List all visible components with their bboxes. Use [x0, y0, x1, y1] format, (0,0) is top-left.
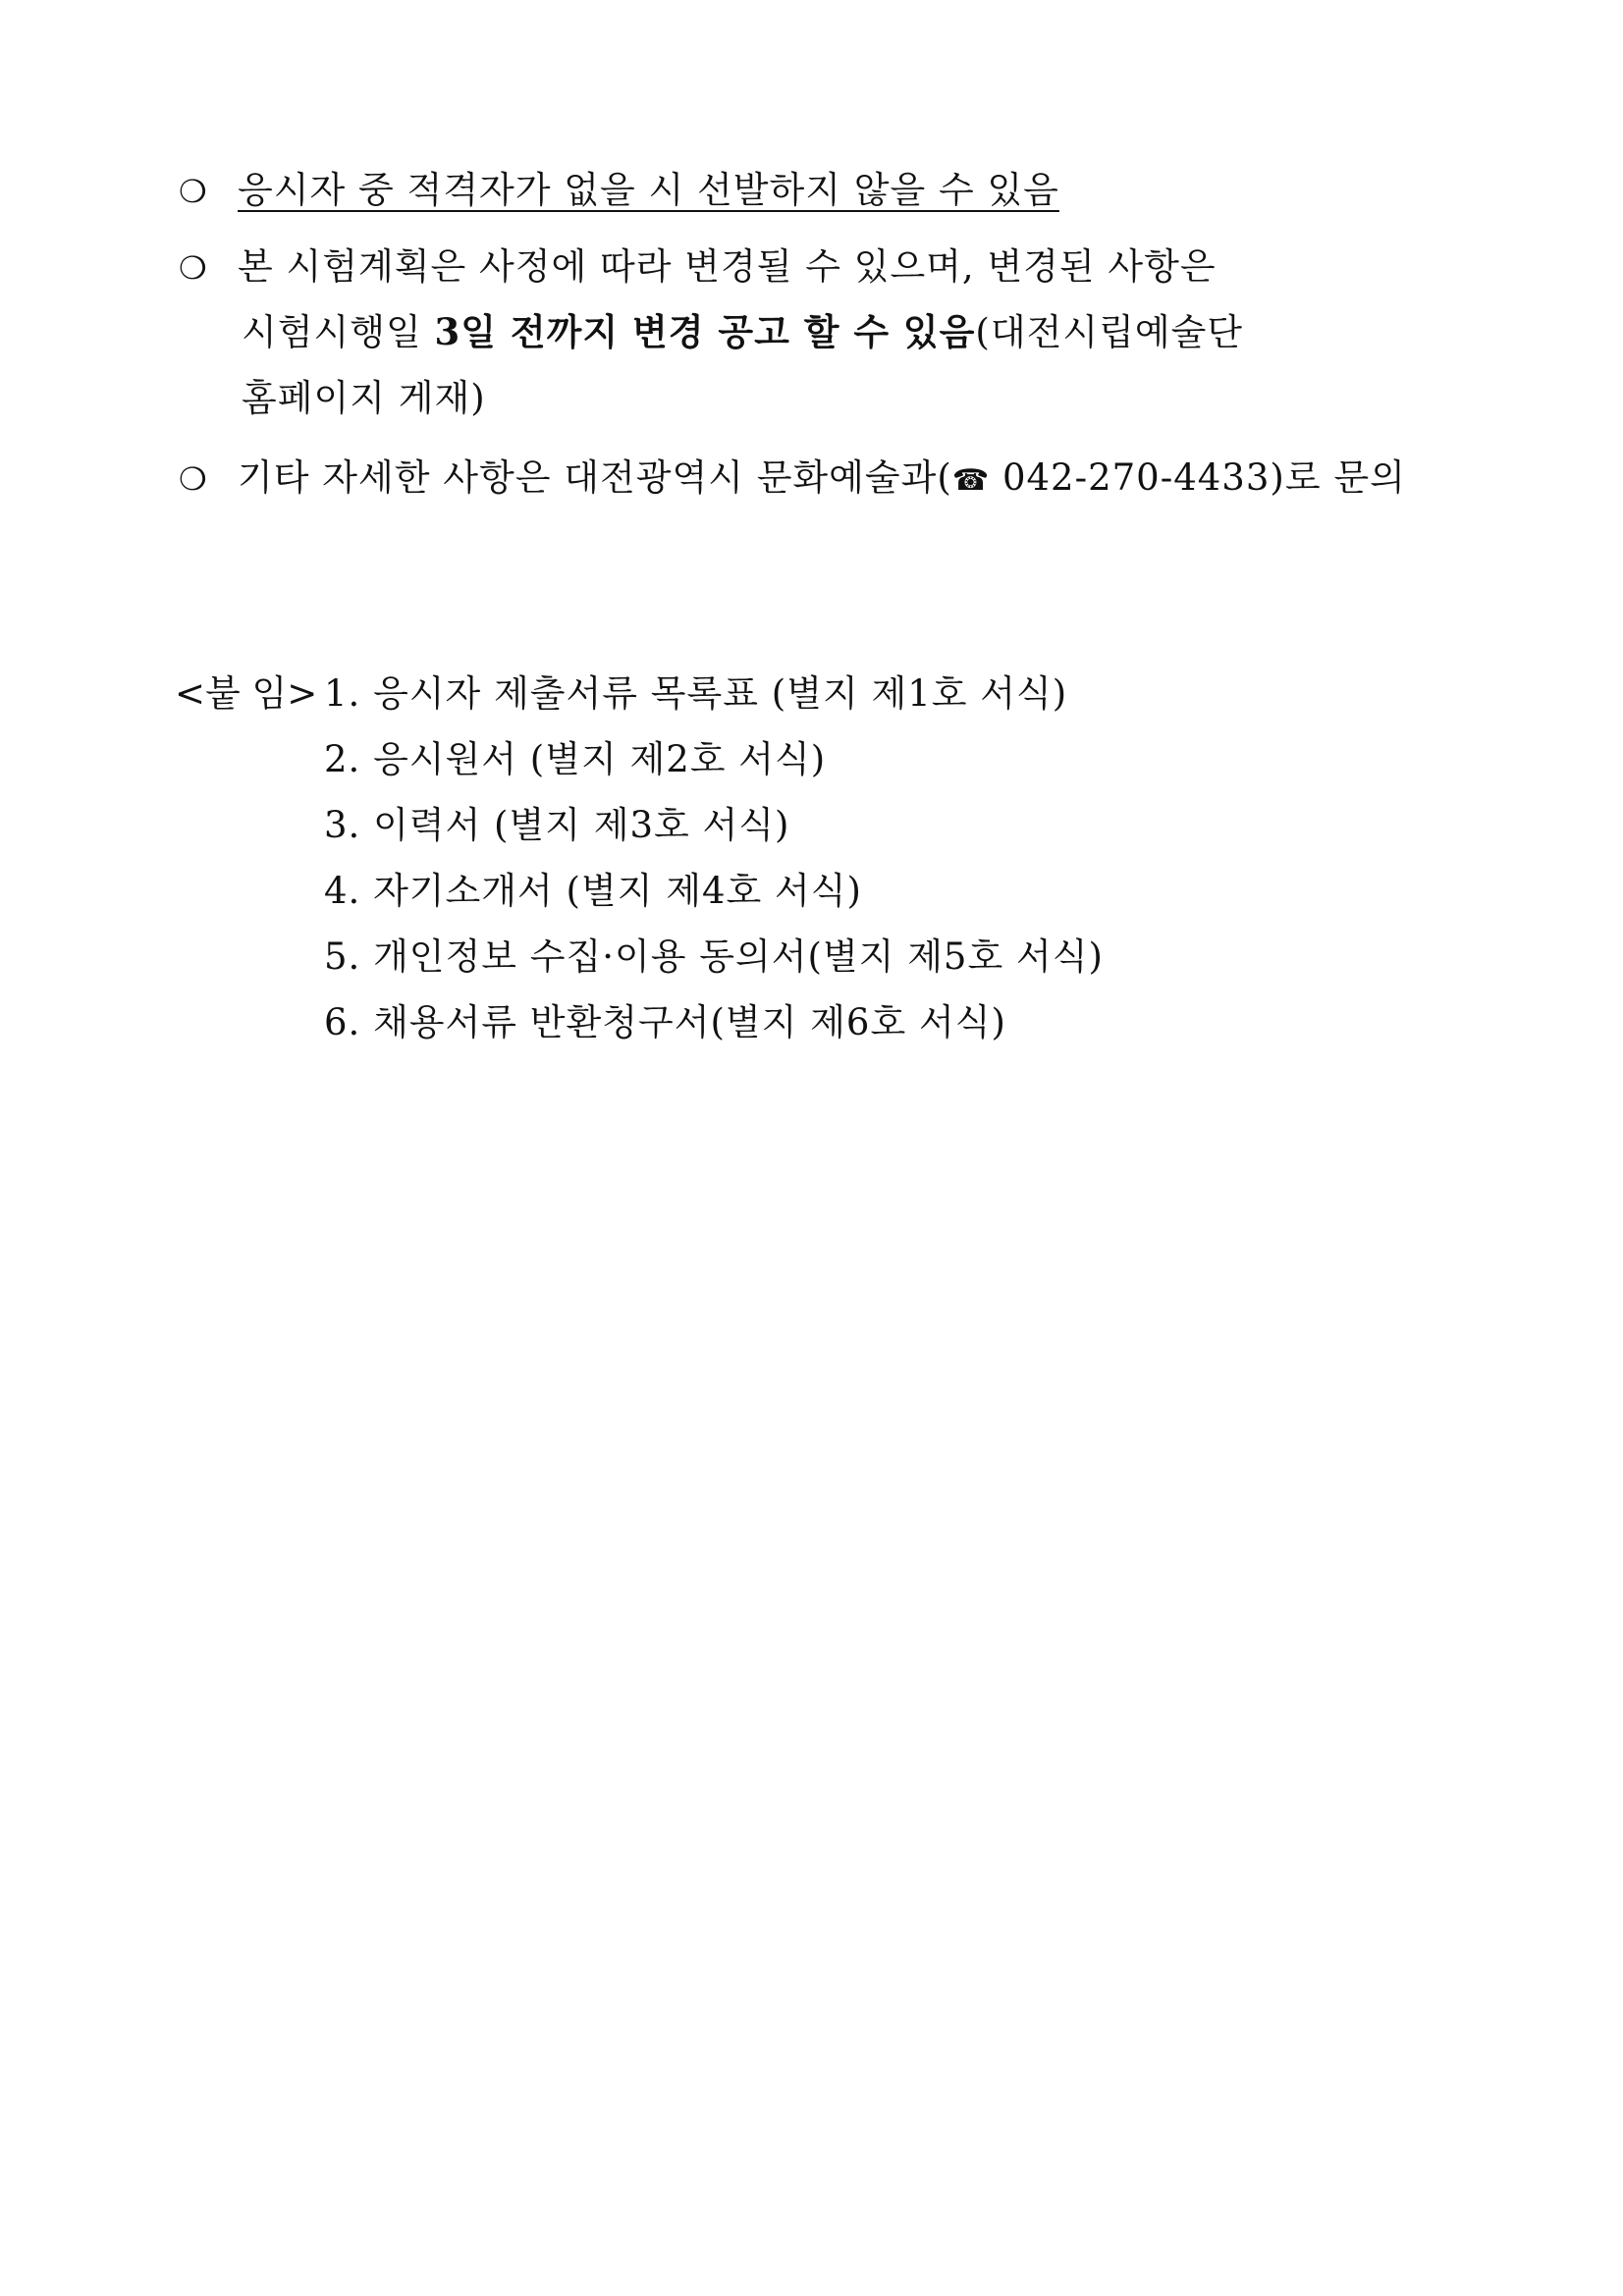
attachment-item: 1. 응시자 제출서류 목록표 (별지 제1호 서식)	[324, 672, 1068, 715]
notice-2-line-1: 본 시험계획은 사정에 따라 변경될 수 있으며, 변경된 사항은	[238, 245, 1217, 288]
notice-3-text-post: 042-270-4433)로 문의	[990, 456, 1406, 499]
notice-1-text: 응시자 중 적격자가 없을 시 선발하지 않을 수 있음	[238, 169, 1059, 211]
attachments-label: <붙 임>	[175, 672, 318, 715]
notice-3-text-pre: 기타 자세한 사항은 대전광역시 문화예술과(	[238, 456, 952, 499]
attachment-item: 2. 응시원서 (별지 제2호 서식)	[324, 738, 827, 780]
attachment-item: 6. 채용서류 반환청구서(별지 제6호 서식)	[324, 1001, 1006, 1043]
notice-3	[179, 456, 1406, 499]
notice-2-line-3: 홈페이지 게재)	[242, 377, 486, 419]
bullet-icon: ❍	[179, 173, 208, 210]
bullet-icon: ❍	[179, 249, 208, 287]
notice-1	[179, 169, 1059, 211]
notice-2	[179, 245, 1217, 288]
notice-2-line-2-pre: 시험시행일	[242, 311, 435, 353]
attachment-item: 4. 자기소개서 (별지 제4호 서식)	[324, 870, 862, 912]
phone-icon: ☎	[951, 463, 991, 498]
notice-2-line-2-bold: 3일 전까지 변경 공고 할 수 있음	[434, 310, 976, 353]
attachment-item: 5. 개인정보 수집·이용 동의서(별지 제5호 서식)	[324, 935, 1104, 978]
attachment-item: 3. 이력서 (별지 제3호 서식)	[324, 804, 790, 846]
notice-2-line-2-post: (대전시립예술단	[975, 311, 1244, 353]
notice-2-line-2	[242, 310, 1244, 353]
bullet-icon: ❍	[179, 460, 208, 498]
